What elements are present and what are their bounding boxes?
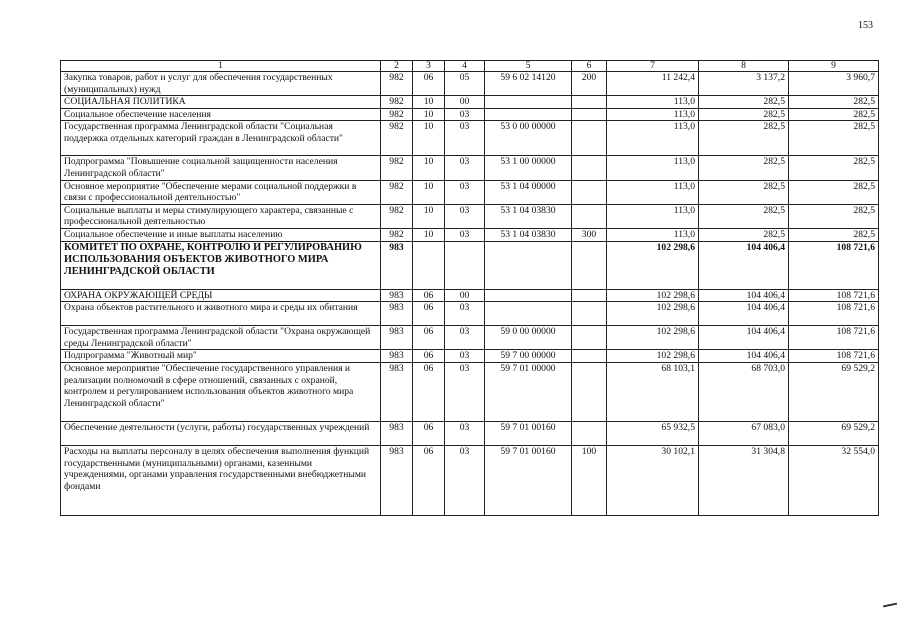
section-code: 10 — [413, 228, 445, 241]
target-article-code — [485, 289, 572, 302]
amount-year2: 104 406,4 — [699, 302, 789, 326]
section-code: 10 — [413, 121, 445, 156]
section-code — [413, 241, 445, 289]
target-article-code: 53 1 04 03830 — [485, 228, 572, 241]
column-number: 8 — [699, 61, 789, 72]
column-number: 1 — [61, 61, 381, 72]
subsection-code — [445, 241, 485, 289]
amount-year2: 104 406,4 — [699, 350, 789, 363]
expense-type-code — [572, 350, 607, 363]
target-article-code — [485, 96, 572, 109]
amount-year1: 65 932,5 — [607, 421, 699, 445]
column-number: 9 — [789, 61, 879, 72]
amount-year1: 113,0 — [607, 108, 699, 121]
table-row — [61, 350, 879, 363]
amount-year2: 31 304,8 — [699, 445, 789, 515]
target-article-code — [485, 108, 572, 121]
expense-type-code — [572, 302, 607, 326]
expense-type-code — [572, 96, 607, 109]
subsection-code: 03 — [445, 156, 485, 180]
row-name: ОХРАНА ОКРУЖАЮЩЕЙ СРЕДЫ — [61, 289, 381, 302]
table-row — [61, 228, 879, 241]
row-name: Основное мероприятие "Обеспечение государственного управления и реализации полномочий в сфере отношений, связанных с охраной, контролем и регулированием использования объектов животного мира Ленинградской области" — [61, 362, 381, 421]
column-number: 7 — [607, 61, 699, 72]
table-row — [61, 289, 879, 302]
row-name: Государственная программа Ленинградской области "Охрана окружающей среды Ленинградской области" — [61, 326, 381, 350]
target-article-code: 59 6 02 14120 — [485, 72, 572, 96]
column-number: 2 — [381, 61, 413, 72]
admin-code: 982 — [381, 121, 413, 156]
column-number-row — [61, 61, 879, 72]
admin-code: 983 — [381, 241, 413, 289]
subsection-code: 03 — [445, 326, 485, 350]
amount-year3: 282,5 — [789, 204, 879, 228]
table-row — [61, 326, 879, 350]
subsection-code: 03 — [445, 362, 485, 421]
subsection-code: 03 — [445, 445, 485, 515]
target-article-code: 59 7 01 00160 — [485, 421, 572, 445]
column-number: 3 — [413, 61, 445, 72]
amount-year3: 108 721,6 — [789, 350, 879, 363]
target-article-code — [485, 302, 572, 326]
amount-year1: 113,0 — [607, 228, 699, 241]
target-article-code: 53 1 04 00000 — [485, 180, 572, 204]
target-article-code: 53 0 00 00000 — [485, 121, 572, 156]
amount-year1: 102 298,6 — [607, 289, 699, 302]
amount-year1: 113,0 — [607, 204, 699, 228]
section-code: 06 — [413, 289, 445, 302]
amount-year3: 282,5 — [789, 121, 879, 156]
table-row — [61, 362, 879, 421]
amount-year3: 282,5 — [789, 228, 879, 241]
page-number: 153 — [858, 20, 873, 31]
admin-code: 983 — [381, 326, 413, 350]
amount-year1: 113,0 — [607, 121, 699, 156]
expense-type-code — [572, 289, 607, 302]
subsection-code: 03 — [445, 302, 485, 326]
amount-year1: 102 298,6 — [607, 326, 699, 350]
table-row — [61, 241, 879, 289]
row-name: Обеспечение деятельности (услуги, работы) государственных учреждений — [61, 421, 381, 445]
expense-type-code — [572, 156, 607, 180]
subsection-code: 03 — [445, 121, 485, 156]
amount-year1: 11 242,4 — [607, 72, 699, 96]
expense-type-code — [572, 180, 607, 204]
table-row — [61, 302, 879, 326]
row-name: Охрана объектов растительного и животного мира и среды их обитания — [61, 302, 381, 326]
target-article-code: 59 7 01 00160 — [485, 445, 572, 515]
target-article-code: 59 7 01 00000 — [485, 362, 572, 421]
row-name: СОЦИАЛЬНАЯ ПОЛИТИКА — [61, 96, 381, 109]
subsection-code: 03 — [445, 108, 485, 121]
amount-year3: 3 960,7 — [789, 72, 879, 96]
section-code: 10 — [413, 108, 445, 121]
amount-year1: 113,0 — [607, 180, 699, 204]
section-code: 10 — [413, 96, 445, 109]
amount-year1: 102 298,6 — [607, 241, 699, 289]
amount-year1: 30 102,1 — [607, 445, 699, 515]
amount-year2: 67 083,0 — [699, 421, 789, 445]
subsection-code: 00 — [445, 96, 485, 109]
row-name: Подпрограмма "Животный мир" — [61, 350, 381, 363]
amount-year2: 282,5 — [699, 121, 789, 156]
subsection-code: 03 — [445, 421, 485, 445]
admin-code: 982 — [381, 96, 413, 109]
subsection-code: 03 — [445, 204, 485, 228]
budget-table — [60, 60, 879, 516]
amount-year2: 104 406,4 — [699, 289, 789, 302]
row-name: Государственная программа Ленинградской области "Социальная поддержка отдельных категорий граждан в Ленинградской области" — [61, 121, 381, 156]
section-code: 06 — [413, 445, 445, 515]
section-code: 06 — [413, 421, 445, 445]
expense-type-code: 300 — [572, 228, 607, 241]
target-article-code: 59 7 00 00000 — [485, 350, 572, 363]
table-row — [61, 204, 879, 228]
subsection-code: 03 — [445, 180, 485, 204]
section-code: 06 — [413, 362, 445, 421]
table-row — [61, 72, 879, 96]
section-code: 06 — [413, 302, 445, 326]
amount-year1: 113,0 — [607, 96, 699, 109]
amount-year3: 69 529,2 — [789, 362, 879, 421]
amount-year3: 69 529,2 — [789, 421, 879, 445]
amount-year3: 282,5 — [789, 96, 879, 109]
admin-code: 982 — [381, 228, 413, 241]
row-name: Социальное обеспечение населения — [61, 108, 381, 121]
admin-code: 982 — [381, 204, 413, 228]
table-row — [61, 121, 879, 156]
table-body — [61, 61, 879, 516]
section-code: 10 — [413, 156, 445, 180]
subsection-code: 03 — [445, 350, 485, 363]
admin-code: 983 — [381, 362, 413, 421]
admin-code: 982 — [381, 108, 413, 121]
expense-type-code — [572, 362, 607, 421]
expense-type-code — [572, 421, 607, 445]
amount-year2: 104 406,4 — [699, 326, 789, 350]
amount-year2: 282,5 — [699, 156, 789, 180]
amount-year3: 108 721,6 — [789, 289, 879, 302]
amount-year2: 282,5 — [699, 228, 789, 241]
row-name: Основное мероприятие "Обеспечение мерами социальной поддержки в связи с профессиональной деятельностью" — [61, 180, 381, 204]
admin-code: 983 — [381, 289, 413, 302]
table-row — [61, 108, 879, 121]
expense-type-code: 200 — [572, 72, 607, 96]
admin-code: 982 — [381, 72, 413, 96]
expense-type-code — [572, 326, 607, 350]
amount-year3: 282,5 — [789, 108, 879, 121]
admin-code: 983 — [381, 445, 413, 515]
table-row — [61, 96, 879, 109]
amount-year3: 108 721,6 — [789, 241, 879, 289]
expense-type-code — [572, 204, 607, 228]
amount-year3: 282,5 — [789, 180, 879, 204]
amount-year1: 102 298,6 — [607, 350, 699, 363]
admin-code: 983 — [381, 350, 413, 363]
table-row — [61, 180, 879, 204]
target-article-code: 59 0 00 00000 — [485, 326, 572, 350]
amount-year1: 113,0 — [607, 156, 699, 180]
subsection-code: 05 — [445, 72, 485, 96]
row-name: Закупка товаров, работ и услуг для обеспечения государственных (муниципальных) нужд — [61, 72, 381, 96]
admin-code: 982 — [381, 156, 413, 180]
expense-type-code — [572, 121, 607, 156]
subsection-code: 00 — [445, 289, 485, 302]
amount-year3: 108 721,6 — [789, 326, 879, 350]
target-article-code: 53 1 00 00000 — [485, 156, 572, 180]
table-row — [61, 421, 879, 445]
amount-year2: 282,5 — [699, 96, 789, 109]
amount-year2: 282,5 — [699, 204, 789, 228]
admin-code: 982 — [381, 180, 413, 204]
table-row — [61, 156, 879, 180]
amount-year2: 104 406,4 — [699, 241, 789, 289]
expense-type-code — [572, 108, 607, 121]
amount-year3: 282,5 — [789, 156, 879, 180]
amount-year2: 282,5 — [699, 108, 789, 121]
section-code: 10 — [413, 180, 445, 204]
expense-type-code — [572, 241, 607, 289]
section-code: 06 — [413, 326, 445, 350]
amount-year1: 68 103,1 — [607, 362, 699, 421]
column-number: 4 — [445, 61, 485, 72]
table-row — [61, 445, 879, 515]
admin-code: 983 — [381, 302, 413, 326]
admin-code: 983 — [381, 421, 413, 445]
row-name: Расходы на выплаты персоналу в целях обеспечения выполнения функций государственными (муниципальными) органами, казенными учреждениями, органами управления государственными внебюджетными фондами — [61, 445, 381, 515]
section-code: 10 — [413, 204, 445, 228]
section-code: 06 — [413, 72, 445, 96]
amount-year2: 3 137,2 — [699, 72, 789, 96]
section-code: 06 — [413, 350, 445, 363]
column-number: 6 — [572, 61, 607, 72]
amount-year3: 32 554,0 — [789, 445, 879, 515]
amount-year2: 282,5 — [699, 180, 789, 204]
row-name: Социальное обеспечение и иные выплаты населению — [61, 228, 381, 241]
amount-year1: 102 298,6 — [607, 302, 699, 326]
row-name: КОМИТЕТ ПО ОХРАНЕ, КОНТРОЛЮ И РЕГУЛИРОВАНИЮ ИСПОЛЬЗОВАНИЯ ОБЪЕКТОВ ЖИВОТНОГО МИРА ЛЕНИНГРАДСКОЙ ОБЛАСТИ — [61, 241, 381, 289]
subsection-code: 03 — [445, 228, 485, 241]
pen-mark — [883, 603, 897, 608]
column-number: 5 — [485, 61, 572, 72]
row-name: Социальные выплаты и меры стимулирующего характера, связанные с профессиональной деятельностью — [61, 204, 381, 228]
amount-year3: 108 721,6 — [789, 302, 879, 326]
amount-year2: 68 703,0 — [699, 362, 789, 421]
row-name: Подпрограмма "Повышение социальной защищенности населения Ленинградской области" — [61, 156, 381, 180]
expense-type-code: 100 — [572, 445, 607, 515]
target-article-code: 53 1 04 03830 — [485, 204, 572, 228]
target-article-code — [485, 241, 572, 289]
